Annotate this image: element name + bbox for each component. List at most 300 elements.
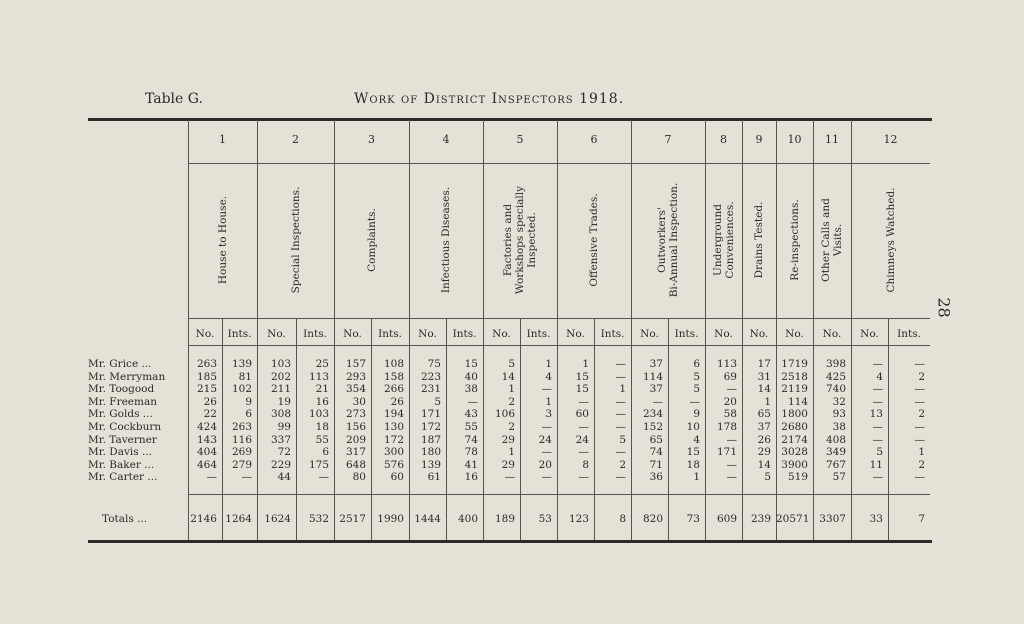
table-cell: 14 — [757, 383, 771, 396]
table-cell: 3 — [545, 408, 552, 421]
column-header-line: Bi-Annual Inspection. — [668, 182, 680, 298]
table-cell: — — [615, 471, 626, 484]
table-cell: — — [615, 358, 626, 370]
table-cell: 15 — [464, 358, 478, 370]
table-cell: 4 — [876, 370, 883, 383]
table-cell: 2 — [918, 408, 925, 421]
table-cell: 293 — [345, 370, 366, 383]
subheader-label: No. — [343, 328, 362, 340]
table-cell: 337 — [270, 433, 291, 446]
column-header-line: Other Calls and — [820, 198, 832, 282]
table-cell: 156 — [345, 421, 366, 433]
subheader-label: No. — [640, 328, 659, 340]
column-header-line: Conveniences. — [723, 201, 736, 279]
table-cell: 26 — [390, 395, 404, 408]
subheader-label: Ints. — [452, 328, 477, 340]
table-cell: 108 — [383, 358, 404, 370]
table-cell: 269 — [231, 446, 252, 459]
totals-cell: 2146 — [190, 513, 217, 525]
table-cell: 1 — [693, 471, 700, 484]
subheader-label: Ints. — [227, 328, 252, 340]
table-cell: 158 — [383, 370, 404, 383]
subheader-label: Ints. — [897, 328, 921, 340]
subheader-label: No. — [822, 328, 842, 340]
column-number: 8 — [720, 133, 727, 146]
table-cell: 5 — [619, 433, 626, 446]
table-cell: 38 — [464, 383, 478, 396]
table-cell: 57 — [832, 471, 846, 484]
totals-cell: 400 — [457, 513, 478, 525]
table-cell: 116 — [231, 433, 252, 446]
column-header — [885, 170, 897, 310]
table-cell: 143 — [196, 433, 217, 446]
inspector-name: Mr. Davis ... — [88, 446, 152, 459]
table-cell: — — [726, 458, 737, 471]
table-cell: 171 — [420, 408, 441, 421]
table-cell: — — [318, 471, 329, 484]
table-cell: 349 — [825, 446, 846, 459]
column-number: 10 — [787, 133, 802, 146]
table-cell: 152 — [642, 421, 663, 433]
table-cell: 231 — [420, 383, 441, 396]
table-cell: 29 — [501, 433, 515, 446]
inspector-name: Mr. Golds ... — [88, 408, 153, 421]
table-cell: 202 — [270, 370, 291, 383]
column-header — [712, 170, 736, 310]
table-cell: 15 — [575, 383, 589, 396]
table-cell: 5 — [876, 446, 883, 459]
subheader-label: No. — [860, 328, 879, 340]
table-cell: — — [914, 395, 925, 408]
totals-cell: 1624 — [264, 513, 291, 525]
table-cell: 15 — [575, 370, 589, 383]
table-cell: — — [615, 395, 626, 408]
table-cell: 113 — [308, 370, 329, 383]
table-cell: 26 — [203, 395, 217, 408]
table-cell: 266 — [383, 383, 404, 396]
column-header — [588, 170, 600, 310]
table-cell: 60 — [390, 471, 404, 484]
table-cell: 32 — [832, 395, 846, 408]
subheader-rule — [188, 318, 930, 319]
totals-cell: 820 — [642, 513, 663, 525]
table-cell: 40 — [464, 370, 478, 383]
table-cell: 279 — [231, 458, 252, 471]
table-cell: 215 — [196, 383, 217, 396]
column-header — [753, 170, 765, 310]
table-cell: 80 — [352, 471, 366, 484]
table-cell: 185 — [196, 370, 217, 383]
column-number: 2 — [292, 133, 299, 146]
table-cell: 2119 — [781, 383, 808, 396]
table-cell: 229 — [270, 458, 291, 471]
column-number: 5 — [516, 133, 524, 146]
table-cell: 18 — [315, 421, 329, 433]
column-number: 1 — [219, 133, 226, 146]
table-cell: 139 — [231, 358, 252, 370]
column-number: 11 — [825, 133, 839, 146]
table-cell: 103 — [270, 358, 291, 370]
table-cell: — — [578, 421, 589, 433]
column-header — [217, 170, 229, 310]
inspector-name: Mr. Taverner — [88, 433, 157, 446]
table-cell: 41 — [464, 458, 478, 471]
table-cell: 172 — [383, 433, 404, 446]
inspector-name: Mr. Grice ... — [88, 358, 152, 370]
table-cell: 1 — [508, 446, 515, 459]
column-header — [820, 170, 844, 310]
top-rule — [88, 118, 932, 121]
column-header-line: Infectious Diseases. — [440, 186, 452, 294]
table-cell: 408 — [825, 433, 846, 446]
table-cell: — — [615, 408, 626, 421]
table-cell: — — [615, 370, 626, 383]
totals-cell: 239 — [750, 513, 771, 525]
table-cell: 1 — [764, 395, 771, 408]
totals-cell: 1444 — [414, 513, 441, 525]
totals-cell: 2517 — [339, 513, 366, 525]
table-cell: 14 — [757, 458, 771, 471]
table-cell: — — [726, 471, 737, 484]
table-cell: 26 — [757, 433, 771, 446]
table-cell: 18 — [686, 458, 700, 471]
page-number: 28 — [934, 297, 954, 318]
table-cell: 75 — [427, 358, 441, 370]
subheader-label: No. — [785, 328, 804, 340]
table-cell: 65 — [757, 408, 771, 421]
table-cell: 99 — [277, 421, 291, 433]
table-cell: — — [872, 383, 883, 396]
table-cell: 72 — [277, 446, 291, 459]
table-cell: 317 — [345, 446, 366, 459]
column-header-line: Complaints. — [365, 208, 378, 272]
table-cell: 19 — [277, 395, 291, 408]
column-number: 7 — [664, 133, 672, 146]
table-cell: 2 — [918, 458, 925, 471]
table-cell: 308 — [270, 408, 291, 421]
table-cell: 5 — [434, 395, 441, 408]
table-cell: — — [206, 471, 217, 484]
column-header-line: Outworkers' — [656, 207, 668, 273]
table-cell: 21 — [315, 383, 329, 396]
column-header-line: Offensive Trades. — [588, 193, 600, 287]
table-cell: 2 — [508, 421, 515, 433]
column-header-line: Drains Tested. — [753, 201, 765, 279]
table-cell: 55 — [464, 421, 478, 433]
table-cell: 43 — [464, 408, 478, 421]
table-cell: 114 — [787, 395, 808, 408]
table-cell: 223 — [420, 370, 441, 383]
table-cell: 37 — [649, 383, 663, 396]
table-cell: 24 — [575, 433, 589, 446]
table-cell: 37 — [757, 421, 771, 433]
table-cell: 211 — [270, 383, 291, 396]
table-cell: 172 — [420, 421, 441, 433]
totals-cell: 73 — [686, 513, 700, 525]
inspector-name: Mr. Cockburn — [88, 421, 162, 433]
table-cell: 24 — [538, 433, 552, 446]
table-cell: — — [872, 395, 883, 408]
table-cell: 3900 — [781, 458, 808, 471]
table-cell: 576 — [383, 458, 404, 471]
totals-cell: 609 — [716, 513, 737, 525]
table-cell: — — [914, 383, 925, 396]
table-cell: 78 — [464, 446, 478, 459]
table-cell: 37 — [649, 358, 663, 370]
subheader-label: Ints. — [600, 328, 625, 340]
table-cell: 130 — [383, 421, 404, 433]
inspector-name: Mr. Merryman — [88, 370, 166, 383]
table-cell: 6 — [322, 446, 329, 459]
totals-cell: 532 — [308, 513, 329, 525]
table-cell: 425 — [825, 370, 846, 383]
table-label: Table G. — [145, 91, 203, 107]
table-cell: — — [578, 446, 589, 459]
table-cell: 519 — [787, 471, 808, 484]
table-cell: 106 — [494, 408, 515, 421]
table-cell: — — [872, 433, 883, 446]
table-cell: 65 — [649, 433, 663, 446]
table-cell: 93 — [832, 408, 846, 421]
table-cell: 2174 — [781, 433, 808, 446]
table-cell: 464 — [196, 458, 217, 471]
column-header-line: Workshops specially — [514, 185, 526, 295]
table-cell: — — [615, 446, 626, 459]
table-cell: 55 — [315, 433, 329, 446]
column-header-line: House to House. — [216, 195, 229, 285]
column-number: 9 — [755, 133, 763, 146]
column-number: 12 — [883, 133, 898, 146]
table-cell: 81 — [238, 370, 252, 383]
table-cell: 4 — [545, 370, 552, 383]
column-number: 6 — [590, 133, 598, 146]
table-cell: 5 — [764, 471, 771, 484]
table-cell: 194 — [383, 408, 404, 421]
totals-label: Totals ... — [102, 513, 148, 525]
table-cell: 4 — [693, 433, 700, 446]
table-cell: 16 — [315, 395, 329, 408]
column-header — [290, 170, 302, 310]
table-cell: 3028 — [781, 446, 808, 459]
table-cell: 44 — [277, 471, 291, 484]
table-cell: 8 — [582, 458, 589, 471]
table-title: Work of District Inspectors 1918. — [354, 91, 625, 107]
table-cell: 71 — [649, 458, 663, 471]
table-cell: 69 — [723, 370, 737, 383]
inspector-name: Mr. Toogood — [88, 383, 155, 396]
bottom-rule — [88, 540, 932, 543]
table-cell: — — [541, 446, 552, 459]
table-cell: 102 — [231, 383, 252, 396]
data-rule — [188, 345, 930, 346]
table-cell: 234 — [642, 408, 663, 421]
table-cell: 36 — [649, 471, 663, 484]
table-cell: 6 — [245, 408, 252, 421]
column-header — [366, 170, 378, 310]
table-cell: 114 — [642, 370, 663, 383]
column-header-line: Special Inspections. — [289, 186, 302, 294]
table-cell: 263 — [196, 358, 217, 370]
table-cell: 354 — [345, 383, 366, 396]
column-number: 3 — [368, 133, 375, 146]
table-cell: 13 — [869, 408, 883, 421]
subheader-label: No. — [418, 328, 437, 340]
table-cell: 5 — [508, 358, 515, 370]
table-cell: 1 — [582, 358, 589, 370]
table-cell: 5 — [693, 370, 700, 383]
column-header — [656, 170, 680, 310]
table-cell: 74 — [464, 433, 478, 446]
table-cell: — — [689, 395, 700, 408]
table-cell: 209 — [345, 433, 366, 446]
table-cell: 103 — [308, 408, 329, 421]
table-cell: 58 — [723, 408, 737, 421]
column-header-line: Inspected. — [526, 212, 538, 268]
inspector-name: Mr. Freeman — [88, 395, 158, 408]
table-cell: — — [726, 433, 737, 446]
table-cell: 263 — [231, 421, 252, 433]
table-cell: 15 — [686, 446, 700, 459]
table-cell: 1 — [545, 358, 552, 370]
table-cell: 139 — [420, 458, 441, 471]
table-cell: 175 — [308, 458, 329, 471]
table-cell: 424 — [196, 421, 217, 433]
table-cell: 29 — [757, 446, 771, 459]
subheader-label: No. — [267, 328, 286, 340]
table-cell: 171 — [716, 446, 737, 459]
subheader-label: No. — [492, 328, 511, 340]
table-cell: — — [914, 433, 925, 446]
table-cell: 11 — [869, 458, 883, 471]
inspector-name: Mr. Carter ... — [88, 471, 158, 484]
table-cell: 17 — [757, 358, 771, 370]
table-cell: 1 — [545, 395, 552, 408]
table-cell: — — [652, 395, 663, 408]
table-cell: 29 — [501, 458, 515, 471]
subheader-label: No. — [714, 328, 733, 340]
table-cell: 2518 — [781, 370, 808, 383]
table-cell: — — [914, 358, 925, 370]
table-cell: 1800 — [781, 408, 808, 421]
table-cell: 648 — [345, 458, 366, 471]
table-cell: 113 — [716, 358, 737, 370]
column-header-line: Re-inspections. — [788, 199, 801, 281]
table-cell: 22 — [203, 408, 217, 421]
table-cell: 1719 — [781, 358, 808, 370]
table-cell: 1 — [508, 383, 515, 396]
table-cell: 273 — [345, 408, 366, 421]
subheader-label: Ints. — [303, 328, 327, 340]
table-cell: — — [578, 471, 589, 484]
table-cell: 9 — [245, 395, 252, 408]
table-cell: 404 — [196, 446, 217, 459]
table-cell: — — [578, 395, 589, 408]
table-cell: 300 — [383, 446, 404, 459]
table-cell: — — [872, 358, 883, 370]
table-cell: 30 — [352, 395, 366, 408]
column-header — [789, 170, 801, 310]
subheader-label: No. — [195, 328, 215, 340]
totals-cell: 123 — [568, 513, 589, 525]
column-number: 4 — [442, 133, 450, 146]
table-cell: 767 — [825, 458, 846, 471]
totals-cell: 3307 — [819, 513, 846, 525]
table-cell: 180 — [420, 446, 441, 459]
column-header-line: Underground — [711, 204, 724, 276]
table-cell: 1 — [918, 446, 925, 459]
table-cell: 10 — [686, 421, 700, 433]
table-cell: — — [872, 471, 883, 484]
table-cell: — — [726, 383, 737, 396]
totals-cell: 33 — [869, 513, 883, 525]
totals-cell: 7 — [918, 513, 925, 525]
table-cell: 9 — [693, 408, 700, 421]
table-cell: 6 — [693, 358, 700, 370]
column-header — [440, 170, 452, 310]
table-cell: 2 — [619, 458, 626, 471]
totals-cell: 1990 — [377, 513, 404, 525]
table-cell: — — [541, 421, 552, 433]
table-cell: — — [872, 421, 883, 433]
table-cell: 16 — [464, 471, 478, 484]
header-rule — [188, 163, 930, 164]
table-cell: — — [541, 471, 552, 484]
totals-cell: 53 — [538, 513, 552, 525]
inspector-name: Mr. Baker ... — [88, 458, 155, 471]
column-header-line: Chimneys Watched. — [884, 187, 897, 293]
table-cell: — — [467, 395, 478, 408]
table-cell: 20 — [538, 458, 552, 471]
table-cell: 25 — [315, 358, 329, 370]
table-cell: — — [241, 471, 252, 484]
table-cell: 14 — [501, 370, 515, 383]
table-cell: — — [914, 471, 925, 484]
totals-cell: 8 — [619, 513, 626, 525]
table-cell: — — [541, 383, 552, 396]
totals-cell: 1264 — [225, 513, 252, 525]
subheader-label: Ints. — [526, 328, 551, 340]
table-cell: 5 — [693, 383, 700, 396]
table-cell: — — [615, 421, 626, 433]
table-cell: 38 — [832, 421, 846, 433]
column-header-line: Factories and — [502, 203, 514, 277]
table-cell: 740 — [825, 383, 846, 396]
table-cell: 61 — [427, 471, 441, 484]
totals-cell: 20571 — [776, 513, 810, 525]
subheader-label: Ints. — [674, 328, 699, 340]
totals-cell: 189 — [494, 513, 515, 525]
table-cell: 2680 — [781, 421, 808, 433]
table-cell: 2 — [508, 395, 515, 408]
table-cell: 74 — [649, 446, 663, 459]
table-cell: 398 — [825, 358, 846, 370]
column-header — [502, 170, 538, 310]
table-cell: 157 — [345, 358, 366, 370]
table-cell: 187 — [420, 433, 441, 446]
totals-rule — [188, 494, 930, 495]
subheader-label: No. — [566, 328, 585, 340]
subheader-label: No. — [749, 328, 769, 340]
table-cell: 20 — [723, 395, 737, 408]
table-cell: 178 — [716, 421, 737, 433]
table-cell: 2 — [918, 370, 925, 383]
table-cell: 1 — [619, 383, 626, 396]
subheader-label: Ints. — [378, 328, 402, 340]
table-cell: 60 — [575, 408, 589, 421]
column-header-line: Visits. — [832, 223, 844, 257]
table-cell: — — [504, 471, 515, 484]
table-cell: — — [914, 421, 925, 433]
